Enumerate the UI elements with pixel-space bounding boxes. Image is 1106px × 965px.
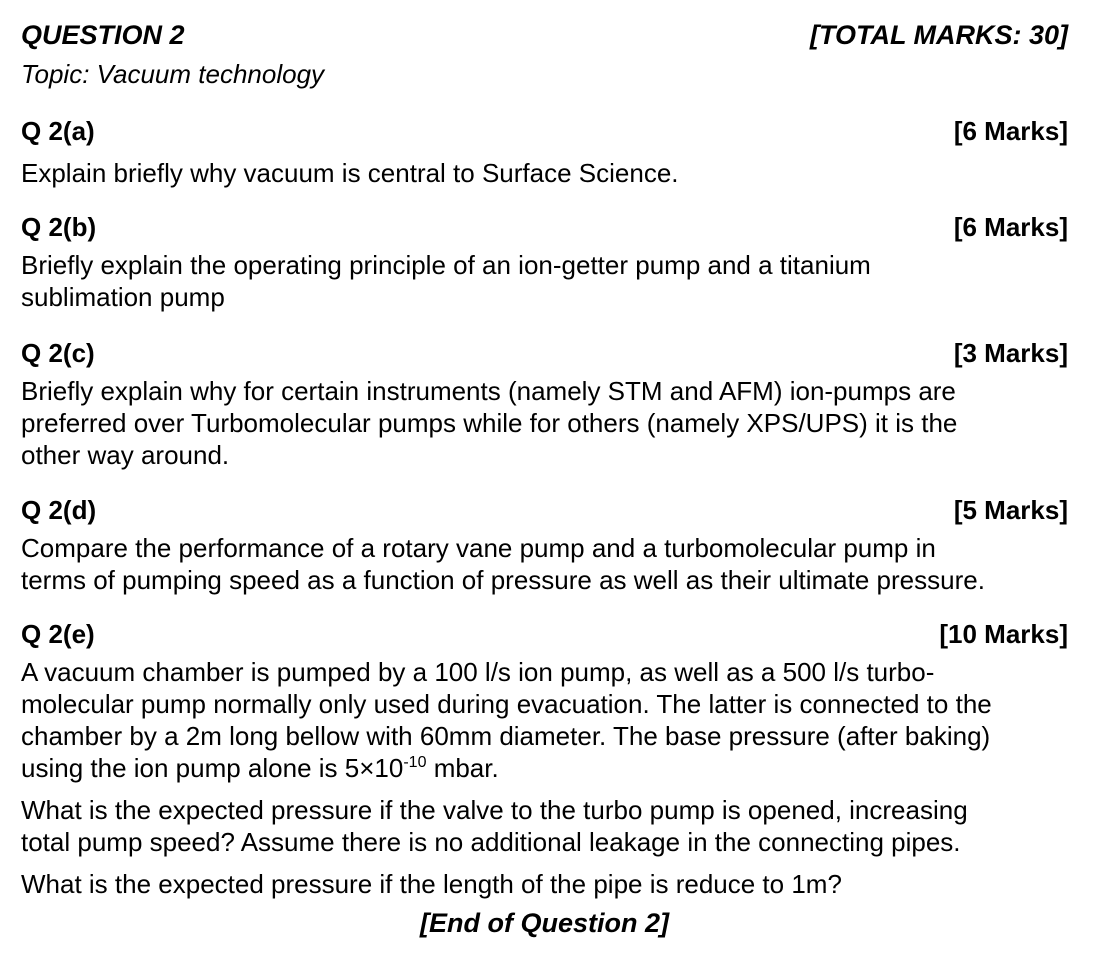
q2d-line: terms of pumping speed as a function of pressure as well as their ultimate pressure. <box>21 565 985 595</box>
q2b-marks: [6 Marks] <box>953 212 1068 242</box>
q2d-line: Compare the performance of a rotary vane pump and a turbomolecular pump in <box>21 533 936 563</box>
q2e-line: A vacuum chamber is pumped by a 100 l/s ion pump, as well as a 500 l/s turbo- <box>21 657 935 687</box>
q2e-label: Q 2(e) <box>21 619 95 649</box>
q2b-label: Q 2(b) <box>21 212 97 242</box>
q2e-line: molecular pump normally only used during evacuation. The latter is connected to the <box>21 689 992 719</box>
end-of-question: [End of Question 2] <box>420 908 669 938</box>
q2a-marks: [6 Marks] <box>953 116 1068 146</box>
q2a-text <box>21 157 1068 189</box>
q2c-label: Q 2(c) <box>21 338 95 368</box>
q2e-line: total pump speed? Assume there is no additional leakage in the connecting pipes. <box>21 827 961 857</box>
q2c-line: Briefly explain why for certain instruments (namely STM and AFM) ion-pumps are <box>21 376 956 406</box>
q2e-text <box>21 656 1068 784</box>
pressure-prefix: using the ion pump alone is 5×10 <box>21 753 404 783</box>
question-header <box>21 0 1068 51</box>
q2e-paragraph-2 <box>21 794 1068 858</box>
q2e-pressure-line <box>21 752 1068 784</box>
q2a-label: Q 2(a) <box>21 116 95 146</box>
q2a-header <box>21 115 1068 147</box>
topic-line: Topic: Vacuum technology <box>21 59 325 89</box>
q2e-header <box>21 618 1068 650</box>
q2d-header <box>21 494 1068 526</box>
q2b-line: Briefly explain the operating principle of an ion-getter pump and a titanium <box>21 250 871 280</box>
question-title: QUESTION 2 <box>21 20 185 50</box>
total-marks: [TOTAL MARKS: 30] <box>809 20 1068 50</box>
q2b-line: sublimation pump <box>21 282 225 312</box>
q2b-header <box>21 211 1068 243</box>
pressure-exponent: -10 <box>403 754 427 771</box>
q2e-line: What is the expected pressure if the length of the pipe is reduce to 1m? <box>21 869 842 899</box>
q2c-text <box>21 375 1068 471</box>
q2d-label: Q 2(d) <box>21 495 97 525</box>
q2e-paragraph-3 <box>21 868 1068 900</box>
q2e-line: What is the expected pressure if the valve to the turbo pump is opened, increasing <box>21 795 968 825</box>
q2c-line: preferred over Turbomolecular pumps while for others (namely XPS/UPS) it is the <box>21 408 958 438</box>
q2c-header <box>21 337 1068 369</box>
q2d-text <box>21 532 1068 596</box>
q2e-marks: [10 Marks] <box>939 619 1068 649</box>
q2d-marks: [5 Marks] <box>953 495 1068 525</box>
pressure-suffix: mbar. <box>426 753 499 783</box>
q2b-text <box>21 249 1068 313</box>
q2e-line: chamber by a 2m long bellow with 60mm diameter. The base pressure (after baking) <box>21 721 991 751</box>
q2c-marks: [3 Marks] <box>953 338 1068 368</box>
q2a-line: Explain briefly why vacuum is central to Surface Science. <box>21 158 679 188</box>
q2c-line: other way around. <box>21 440 230 470</box>
